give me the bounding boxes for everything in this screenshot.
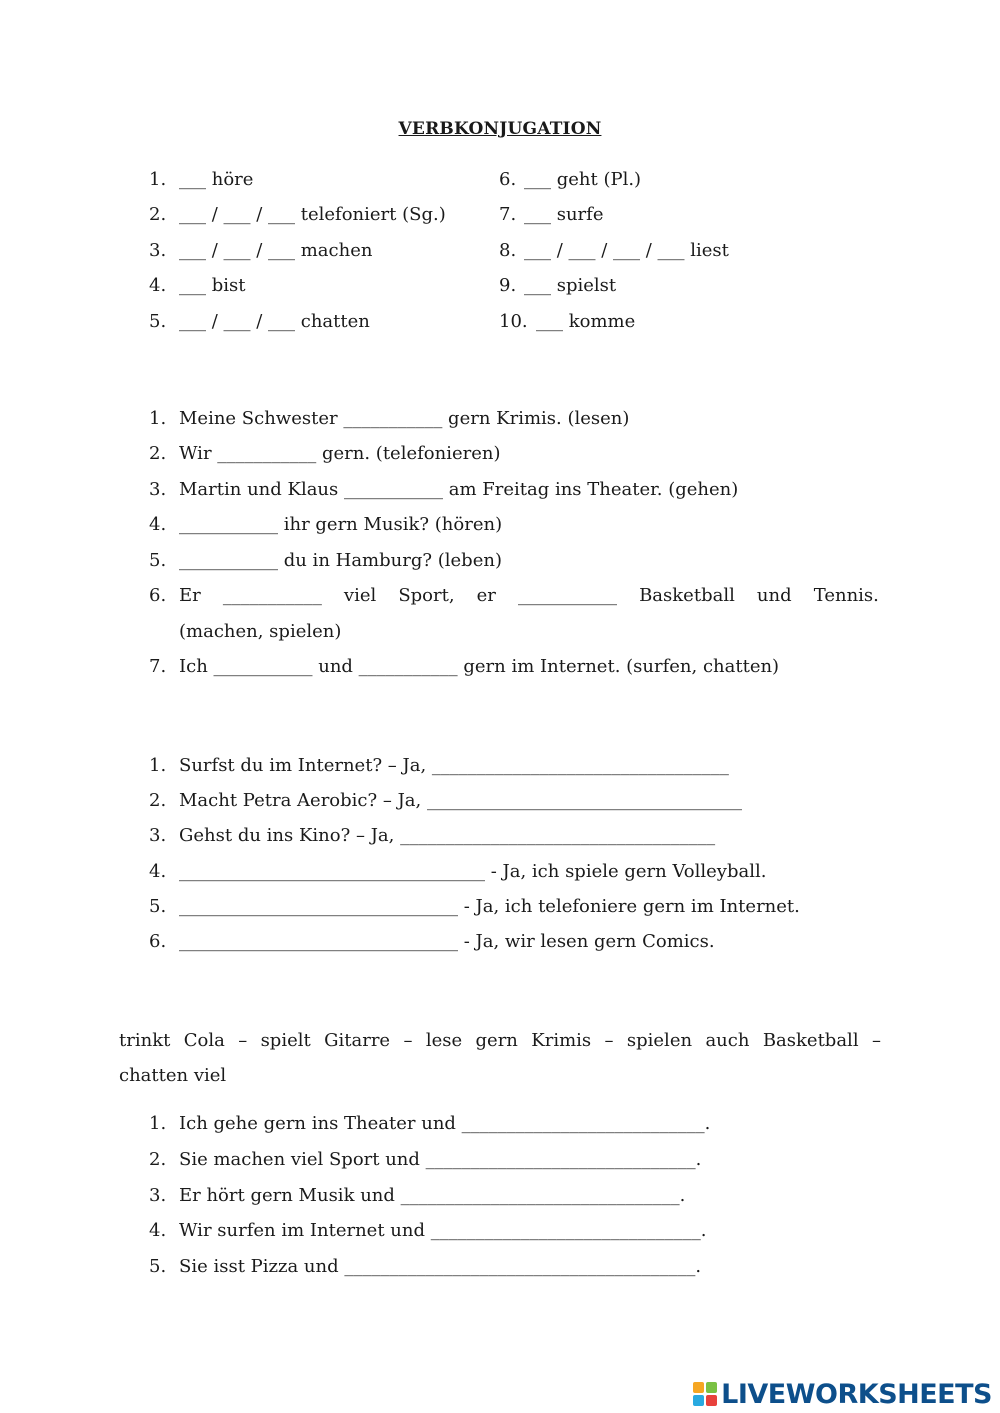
list-item: 5. Sie isst Pizza und _______________________________________.: [149, 1256, 702, 1277]
list-item-justified-line: Er ___________ viel Sport, er ___________ Basketball und Tennis.: [179, 585, 879, 606]
list-item: 5. ___________ du in Hamburg? (leben): [149, 550, 502, 571]
list-item-number: 6.: [149, 585, 167, 606]
list-item: 8. ___ / ___ / ___ / ___ liest: [499, 240, 729, 261]
logo-text: LIVEWORKSHEETS: [721, 1378, 992, 1410]
list-item-continuation: (machen, spielen): [179, 621, 342, 642]
liveworksheets-logo-icon: [693, 1382, 717, 1406]
word-bank-line-2: chatten viel: [119, 1065, 227, 1086]
list-item: 7. ___ surfe: [499, 204, 604, 225]
list-item: 10. ___ komme: [499, 311, 636, 332]
list-item: 3. Er hört gern Musik und _______________________________.: [149, 1185, 686, 1206]
list-item: 4. ___________ ihr gern Musik? (hören): [149, 514, 503, 535]
list-item: 4. ___ bist: [149, 275, 246, 296]
word-bank: [119, 1029, 881, 1088]
liveworksheets-logo[interactable]: [693, 1376, 992, 1412]
list-item: 1. Ich gehe gern ins Theater und ___________________________.: [149, 1113, 711, 1134]
list-item: 2. ___ / ___ / ___ telefoniert (Sg.): [149, 204, 446, 225]
list-item: 5. _______________________________ - Ja, ich telefoniere gern im Internet.: [149, 896, 800, 917]
list-item: 7. Ich ___________ und ___________ gern im Internet. (surfen, chatten): [149, 656, 780, 677]
list-item: 3. Martin und Klaus ___________ am Freitag ins Theater. (gehen): [149, 479, 739, 500]
list-item: 3. ___ / ___ / ___ machen: [149, 240, 373, 261]
list-item: 1. ___ höre: [149, 169, 254, 190]
list-item: 3. Gehst du ins Kino? – Ja, ___________________________________: [149, 825, 716, 846]
list-item: 6. _______________________________ - Ja, wir lesen gern Comics.: [149, 931, 715, 952]
list-item: 6. ___ geht (Pl.): [499, 169, 642, 190]
word-bank-line: trinkt Cola – spielt Gitarre – lese gern Krimis – spielen auch Basketball –: [119, 1030, 881, 1051]
list-item: 4. Wir surfen im Internet und ______________________________.: [149, 1220, 707, 1241]
list-item: 2. Sie machen viel Sport und ______________________________.: [149, 1149, 702, 1170]
page-title: VERBKONJUGATION: [398, 119, 602, 139]
list-item: 5. ___ / ___ / ___ chatten: [149, 311, 370, 332]
list-item: 9. ___ spielst: [499, 275, 617, 296]
list-item: 1. Meine Schwester ___________ gern Krimis. (lesen): [149, 408, 630, 429]
list-item: 2. Macht Petra Aerobic? – Ja, ___________________________________: [149, 790, 742, 811]
list-item: 2. Wir ___________ gern. (telefonieren): [149, 443, 501, 464]
list-item: 1. Surfst du im Internet? – Ja, _________________________________: [149, 755, 729, 776]
list-item: 4. __________________________________ - Ja, ich spiele gern Volleyball.: [149, 861, 767, 882]
